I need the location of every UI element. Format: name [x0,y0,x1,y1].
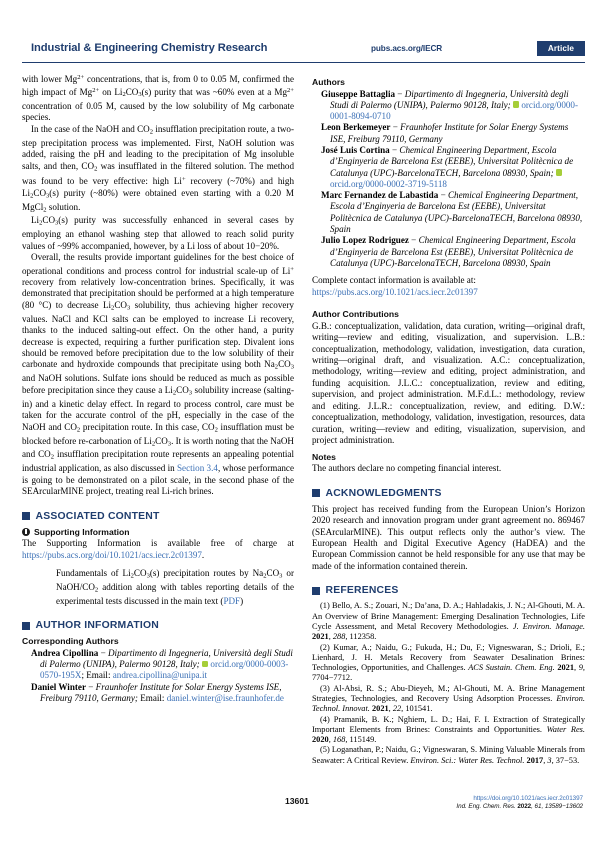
section-heading-label: ACKNOWLEDGMENTS [325,487,442,499]
section-marker-icon [22,622,30,630]
left-column [22,72,294,704]
footer-citation-block [456,795,583,810]
journal-url[interactable]: pubs.acs.org/IECR [371,44,443,53]
journal-article-page [0,42,607,843]
page-footer [22,796,585,822]
subheading-notes: Notes [312,451,336,462]
subheading-label: Supporting Information [34,526,130,537]
reference-item: (5) Loganathan, P.; Naidu, G.; Vigneswaran, S. Mining Valuable Minerals from Seawater: A Critical Review. Environ. Sci.: Water Res. Technol. 2017, 3, 37−53. [312,745,585,765]
complete-contact-link[interactable]: https://pubs.acs.org/10.1021/acs.iecr.2c01397 [312,286,478,297]
section-heading-label: AUTHOR INFORMATION [35,620,159,632]
right-column [312,72,585,766]
paragraph: In the case of the NaOH and $CO_2$ insufflation precipitation route, a two-step precipitation process was implemented. First, NaOH solution was added, raising the pH and leading to the precipitation of Mg insoluble salts, and then, $CO_2$ was insufflated in the filtered solution. The method was found to be very effective: high Li+ recovery (~70%) and high $Li_2CO_3(s)$ purity (~80%) were obtained even starting with a 0.20 M MgCl$_2$ solution. [22,123,295,213]
reference-item: (4) Pramanik, B. K.; Nghiem, L. D.; Hai, F. I. Extraction of Strategically Important Elements from Brines: Constraints and Opportunities. Water Res. 2020, 168, 115149. [312,714,585,745]
corresponding-author-entry: Andrea Cipollina − Dipartimento di Ingegneria, Università degli Studi di Palermo (UNIPA), Palermo 90128, Italy; orcid.org/0000-0003-0570-195X; Email: andrea.cipollina@unipa.it [31,647,293,681]
info-icon [22,528,30,536]
subheading-supporting-information [22,527,294,537]
page-number: 13601 [285,796,309,806]
running-head [22,42,585,63]
doi-link[interactable]: https://doi.org/10.1021/acs.iecr.2c01397 [473,795,583,802]
subheading-authors: Authors [312,77,345,87]
paragraph: with lower $Mg^{2+}$ concentrations, that is, from 0 to 0.05 M, confirmed the high impact of $Mg^{2+}$ on $Li_2CO_3(s)$ purity that was ~60% even at a $Mg^{2+}$ concentration of 0.05 M, caused by the low solubility of Mg carbonate species. [22,73,294,123]
author-entry: Marc Fernandez de Labastida − Chemical Engineering Department, Escola d’Enginyeria de Barcelona Est (EEBE), Universitat Politècnica de Catalunya (UPC)-BarcelonaTECH, Barcelona 08930, Spain [321,190,583,235]
supporting-information-detail: Fundamentals of $Li_2CO_3(s)$ precipitation routes by $Na_2CO_3$ or NaOH/$CO_2$ addition along with tables reporting details of the experimental tests discussed in the main text (PDF) [56,568,294,606]
complete-contact-text: Complete contact information is available at: [312,275,476,286]
author-entry: Giuseppe Battaglia − Dipartimento di Ingegneria, Università degli Studi di Palermo (UNIPA), Palermo 90128, Italy; orcid.org/0000-0001-8094-0710 [321,88,579,122]
author-entry: Julio Lopez Rodriguez − Chemical Engineering Department, Escola d’Enginyeria de Barcelona Est (EEBE), Universitat Politècnica de Catalunya (UPC)-BarcelonaTECH, Barcelona 08930, Spain [321,235,576,268]
subheading-author-contributions: Author Contributions [312,309,399,320]
notes-text: The authors declare no competing financial interest. [312,463,502,474]
author-entry: José Luis Cortina − Chemical Engineering Department, Escola d’Enginyeria de Barcelona Est (EEBE), Universitat Politècnica de Catalunya (UPC)-BarcelonaTECH, Barcelona 08930, Spain; orcid.org/0000-0002-3719-5118 [321,144,574,189]
corresponding-author-entry: Daniel Winter − Fraunhofer Institute for Solar Energy Systems ISE, Freiburg 79110, Germany; Email: daniel.winter@ise.fraunhofer.de [31,681,284,703]
reference-item: (3) Al-Absi, R. S.; Abu-Dieyeh, M.; Al-Ghouti, M. A. Brine Management Strategies, Technologies, and Recovery Using Adsorption Processes. Environ. Technol. Innovat. 2021, 22, 101541. [312,683,585,714]
two-column-body [22,72,585,766]
reference-item: (2) Kumar, A.; Naidu, G.; Fukuda, H.; Du, F.; Vigneswaran, S.; Drioli, E.; Lienhard, J. H. Metals Recovery from Seawater Desalination Brines: Technologies, Opportunities, and Challenges. ACS Sustain. Chem. Eng. 2021, 9, 7704−7712. [312,642,585,683]
section-heading-label: ASSOCIATED CONTENT [35,510,160,522]
spacer [312,298,585,304]
paragraph: Overall, the results provide important guidelines for the best choice of operational conditions and process control for industrial scale-up of Li+ recovery from relatively low-concentration brines. Specifically, it was demonstrated that precipitation should be performed at a high temperature (80 °C) to decrease $Li_2CO_3$ solubility, thus achieving higher recovery values. NaCl and KCl salts can be employed to increase Li recovery, thanks to the induced salting-out effect. On the other hand, a purity decrease is expected, requiring a further purification step. Divalent ions should be removed before precipitation due to the low solubility of their carbonate and hydroxide compounds that precipitate using both $Na_2CO_3$ and NaOH solutions. Sulfate ions should be reduced as much as possible before precipitation since they cause a $Li_2CO_3$ solubility increase (salting-in) and a kinetic delay effect. In regard to process control, care must be taken for the accurate control of the pH, especially in the case of the NaOH and $CO_2$ precipitation route. In this case, $CO_2$ insufflation must be blocked before re-carbonation of $Li_2CO_3$. It is worth noting that the NaOH and $CO_2$ insufflation precipitation route represents an appealing potential industrial application, as also discussed in Section 3.4, whose performance is going to be demonstrated on a pilot scale, in the second phase of the SEArcularMINE project, treating real Li-rich brines. [22,252,294,497]
section-heading-label: REFERENCES [325,585,399,597]
author-entry: Leon Berkemeyer − Fraunhofer Institute for Solar Energy Systems ISE, Freiburg 79110, Germany [321,122,569,144]
section-heading-associated-content [22,511,294,522]
section-marker-icon [312,587,320,595]
article-type-badge: Article [537,41,585,56]
subheading-corresponding-authors: Corresponding Authors [22,636,119,647]
section-heading-author-information [22,620,294,631]
author-contributions-text: G.B.: conceptualization, validation, data curation, writing—original draft, writing—review and editing, visualization, and supervision. L.B.: conceptualization, methodology, validation, investigation, data curation, writing—original draft, and visualization. A.C.: conceptualization, methodology, writing—review and editing, project administration, and funding acquisition. J.L.C.: conceptualization, review and editing, supervision, and project administration. M.F.d.L.: methodology, review and editing. J.L.R.: conceptualization, review, and editing. D.W.: conceptualization, methodology, validation, investigation, resources, data curation, writing—review and editing, visualization, supervision, and project administration. [312,320,585,446]
acknowledgments-text: This project has received funding from the European Union’s Horizon 2020 research and innovation program under grant agreement no. 869467 (SEArcularMINE). This output reflects only the author’s view. The European Health and Digital Executive Agency (HaDEA) and the European Commission cannot be held responsible for any use that may be made of the information contained therein. [312,503,585,571]
section-marker-icon [22,512,30,520]
paragraph: $Li_2CO_3(s)$ purity was successfully enhanced in several cases by employing an ethanol washing step that allowed to reach solid purity values of ~99% accompanied, however, by a Li loss of about 10−20%. [22,215,294,251]
section-heading-acknowledgments [312,488,585,499]
citation-line: Ind. Eng. Chem. Res. 2022, 61, 13589−13602 [456,803,583,810]
reference-item: (1) Bello, A. S.; Zouari, N.; Da’ana, D. A.; Hahladakis, J. N.; Al-Ghouti, M. A. An Overview of Brine Management: Emerging Desalination Technologies, Life Cycle Assessment, and Metal Recovery Methodologies. J. Environ. Manage. 2021, 288, 112358. [312,601,585,642]
supporting-information-text: The Supporting Information is available free of charge at https://pubs.acs.org/doi/10.1021/acs.iecr.2c01397. [22,538,294,560]
section-marker-icon [312,489,320,497]
section-heading-references [312,585,585,596]
journal-title: Industrial & Engineering Chemistry Research [31,42,268,54]
